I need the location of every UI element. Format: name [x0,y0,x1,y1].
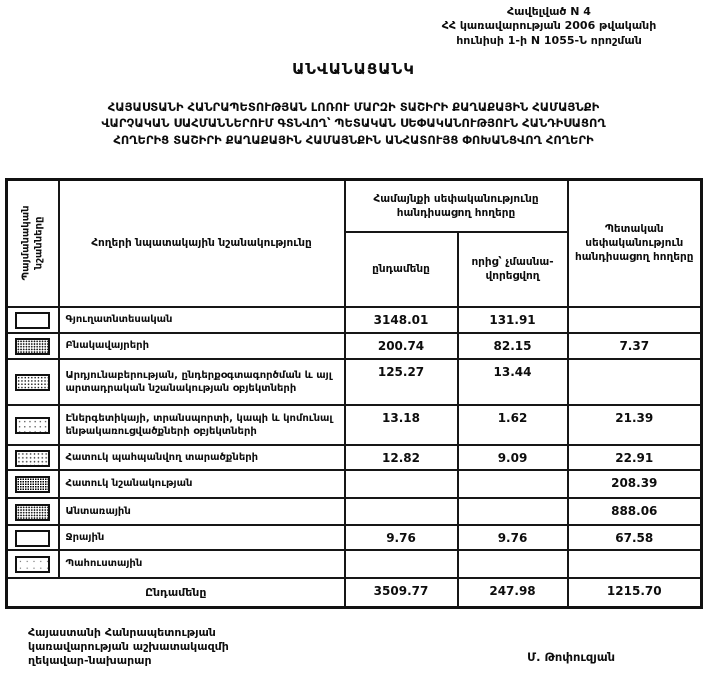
total-community-value: 3509.77 [345,578,458,608]
of-which-value: 82.15 [458,333,568,359]
land-category-label: Էներգետիկայի, տրանսպորտի, կապի և կոմունալ ենթակառուցվածքների օբյեկտների [59,405,345,445]
annex-line-2: ՀՀ կառավարության 2006 թվականի [441,19,657,33]
legend-swatch [15,450,50,467]
of-which-value [458,550,568,578]
table-row [7,359,702,405]
total-state-value: 1215.70 [568,578,702,608]
state-value: 22.91 [568,445,702,470]
of-which-value: 1.62 [458,405,568,445]
community-total-value: 13.18 [345,405,458,445]
land-category-label: Արդյունաբերության, ընդերքօգտագործման և այլ արտադրական նշանակության օբյեկտների [59,359,345,405]
legend-swatch [15,556,50,573]
land-category-label: Պահուստային [59,550,345,578]
of-which-value: 131.91 [458,307,568,333]
heading-line-1: ՀԱՅԱՍՏԱՆԻ ՀԱՆՐԱՊԵՏՈՒԹՅԱՆ ԼՈՌՈՒ ՄԱՐԶԻ ՏԱՇԻՐԻ ՔԱՂԱՔԱՅԻՆ ՀԱՄԱՅՆՔԻ [107,100,600,114]
of-which-value [458,498,568,525]
community-total-value [345,498,458,525]
column-header-symbols [7,180,59,307]
table-row [7,445,702,470]
annex-line-1: Հավելված N 4 [507,5,591,18]
state-value: 21.39 [568,405,702,445]
of-which-value: 9.09 [458,445,568,470]
annex-reference [399,5,699,48]
signatory-title-line-1: Հայաստանի Հանրապետության [28,626,216,639]
state-value [568,307,702,333]
signatory-title-line-2: կառավարության աշխատակազմի [28,640,229,654]
community-total-value [345,470,458,498]
legend-swatch [15,530,50,547]
annex-line-3: հունիսի 1-ի N 1055-Ն որոշման [456,33,642,47]
land-category-label: Անտառային [59,498,345,525]
land-category-label: Ջրային [59,525,345,550]
legend-swatch [15,417,50,434]
legend-swatch [15,504,50,521]
community-total-value [345,550,458,578]
table-total-row [7,578,702,608]
land-parcels-table [5,178,703,609]
column-header-designation: Հողերի նպատակային նշանակությունը [59,180,345,307]
land-category-label: Հատուկ պահպանվող տարածքների [59,445,345,470]
land-category-label: Գյուղատնտեսական [59,307,345,333]
table-row [7,470,702,498]
state-value [568,550,702,578]
legend-swatch [15,338,50,355]
document-title: ԱՆՎԱՆԱՑԱՆԿ [292,60,415,78]
document-heading [0,99,707,148]
community-total-value: 9.76 [345,525,458,550]
state-value [568,359,702,405]
community-total-value: 12.82 [345,445,458,470]
column-header-symbols-label: Պայմանական նշանները [20,205,44,281]
column-header-community-group: Համայնքի սեփականությունը հանդիսացող հողերը [345,180,568,232]
table-row [7,333,702,359]
table-row [7,498,702,525]
table-row [7,550,702,578]
heading-line-3: ՀՈՂԵՐԻՑ ՏԱՇԻՐԻ ՔԱՂԱՔԱՅԻՆ ՀԱՄԱՅՆՔԻՆ ԱՆՀԱՏՈՒՅՑ ՓՈԽԱՆՑՎՈՂ ՀՈՂԵՐԻ [113,132,594,147]
column-header-community-total: ընդամենը [345,232,458,307]
table-row [7,405,702,445]
state-value: 7.37 [568,333,702,359]
state-value: 67.58 [568,525,702,550]
community-total-value: 125.27 [345,359,458,405]
of-which-value: 13.44 [458,359,568,405]
state-value: 208.39 [568,470,702,498]
land-category-label: Բնակավայրերի [59,333,345,359]
signatory-title-block [28,626,229,668]
community-total-value: 3148.01 [345,307,458,333]
of-which-value: 9.76 [458,525,568,550]
heading-line-2: ՎԱՐՉԱԿԱՆ ՍԱՀՄԱՆՆԵՐՈՒՄ ԳՏՆՎՈՂ՝ ՊԵՏԱԿԱՆ ՍԵՓԱԿԱՆՈՒԹՅՈՒՆ ՀԱՆԴԻՍԱՑՈՂ [101,116,606,131]
of-which-value [458,470,568,498]
table-row [7,525,702,550]
land-category-label: Հատուկ նշանակության [59,470,345,498]
community-total-value: 200.74 [345,333,458,359]
signatory-name: Մ. Թոփուզյան [527,650,615,664]
state-value: 888.06 [568,498,702,525]
legend-swatch [15,374,50,391]
legend-swatch [15,476,50,493]
total-row-label: Ընդամենը [7,578,345,608]
total-of-which-value: 247.98 [458,578,568,608]
column-header-community-of-which: որից՝ չմասնավորեցվող [458,232,568,307]
signatory-title-line-3: ղեկավար-նախարար [28,654,152,668]
legend-swatch [15,312,50,329]
column-header-state: Պետական սեփականություն հանդիսացող հողերը [568,180,702,307]
table-row [7,307,702,333]
